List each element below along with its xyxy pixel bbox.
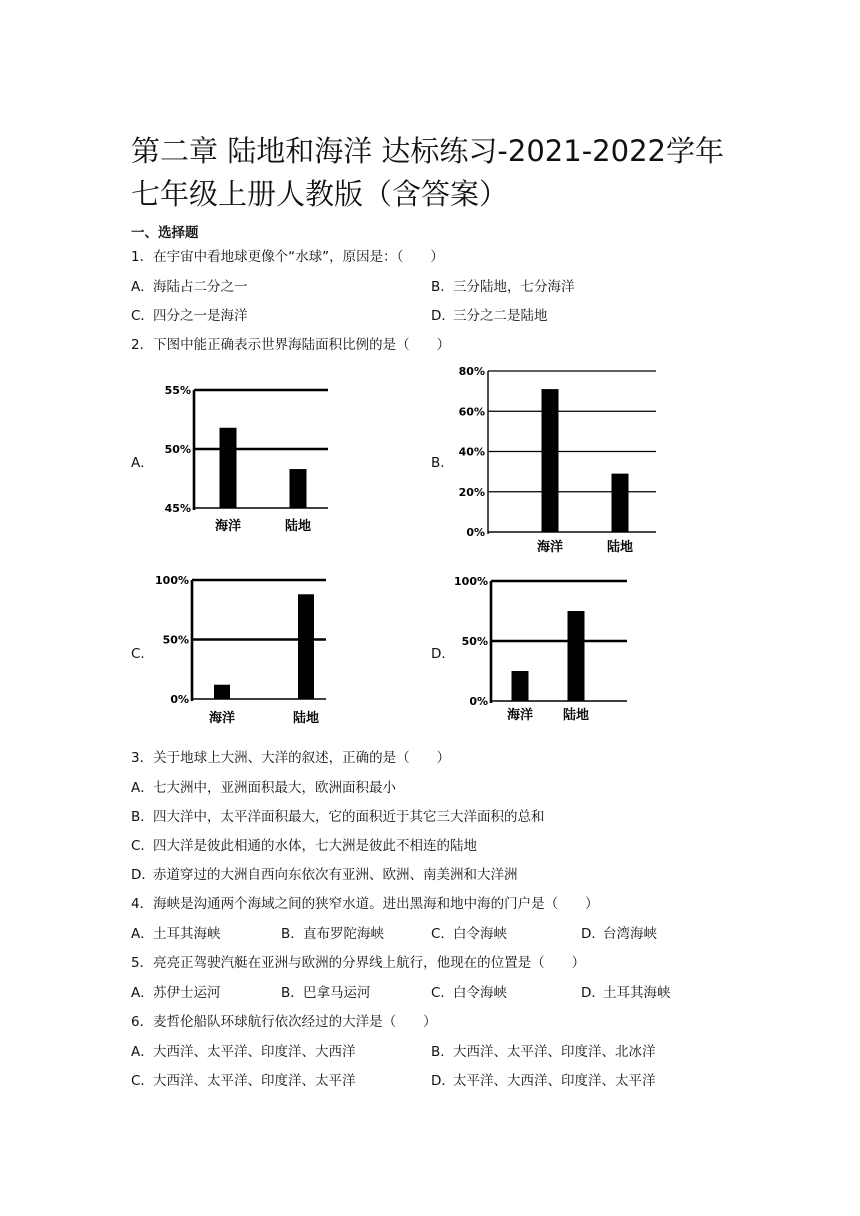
y-tick-label: 45% bbox=[164, 502, 191, 515]
question-5-option-d[interactable] bbox=[581, 981, 671, 1001]
y-tick-label: 55% bbox=[164, 384, 191, 397]
option-text: 大西洋、太平洋、印度洋、大西洋 bbox=[153, 1044, 356, 1060]
y-tick-label: 50% bbox=[162, 633, 189, 647]
question-1-option-c[interactable] bbox=[131, 304, 248, 324]
y-tick-label: 20% bbox=[458, 485, 485, 499]
question-3-stem: 3．关于地球上大洲、大洋的叙述，正确的是（ ） bbox=[131, 750, 451, 766]
question-1-option-a[interactable] bbox=[131, 275, 248, 295]
option-text: 台湾海峡 bbox=[603, 926, 657, 942]
question-6-stem: 6．麦哲伦船队环球航行依次经过的大洋是（ ） bbox=[131, 1014, 437, 1030]
option-letter: D． bbox=[431, 308, 455, 324]
bar-chart-c bbox=[155, 570, 338, 730]
x-category-label: 陆地 bbox=[606, 540, 634, 555]
option-text: 太平洋、大西洋、印度洋、太平洋 bbox=[453, 1073, 656, 1089]
question-2-option-c[interactable]: C． bbox=[131, 646, 154, 662]
option-letter: C． bbox=[131, 838, 154, 854]
option-letter: B． bbox=[431, 279, 454, 295]
option-letter: C． bbox=[431, 985, 454, 1001]
y-tick-label: 100% bbox=[454, 575, 488, 588]
option-text: 土耳其海峡 bbox=[603, 985, 671, 1001]
bar-chart-a bbox=[160, 380, 340, 540]
option-text: 土耳其海峡 bbox=[153, 926, 221, 942]
question-3-option-c[interactable] bbox=[131, 834, 477, 854]
bar-land bbox=[568, 611, 585, 701]
option-letter: C． bbox=[431, 926, 454, 942]
x-category-label: 海洋 bbox=[214, 519, 242, 534]
option-text: 四大洋是彼此相通的水体，七大洲是彼此不相连的陆地 bbox=[153, 838, 477, 854]
question-5-option-a[interactable] bbox=[131, 981, 221, 1001]
y-tick-label: 0% bbox=[469, 695, 488, 708]
option-letter: B． bbox=[281, 985, 304, 1001]
question-4-option-a[interactable] bbox=[131, 922, 221, 942]
option-text: 大西洋、太平洋、印度洋、北冰洋 bbox=[453, 1044, 656, 1060]
option-text: 白令海峡 bbox=[453, 985, 507, 1001]
question-6-option-b[interactable] bbox=[431, 1040, 656, 1060]
x-category-label: 海洋 bbox=[506, 708, 534, 723]
question-3-option-b[interactable] bbox=[131, 805, 545, 825]
question-4-option-c[interactable] bbox=[431, 922, 507, 942]
y-tick-label: 100% bbox=[155, 574, 189, 587]
option-text: 赤道穿过的大洲自西向东依次有亚洲、欧洲、南美洲和大洋洲 bbox=[153, 867, 518, 883]
option-letter: D． bbox=[131, 867, 155, 883]
bar-ocean bbox=[512, 671, 529, 701]
option-letter: B． bbox=[131, 809, 154, 825]
question-1-option-b[interactable] bbox=[431, 275, 575, 295]
question-5-option-c[interactable] bbox=[431, 981, 507, 1001]
bar-chart-b bbox=[456, 362, 666, 558]
x-category-label: 海洋 bbox=[208, 711, 236, 726]
x-category-label: 陆地 bbox=[562, 708, 590, 723]
x-category-label: 陆地 bbox=[292, 711, 320, 726]
x-category-label: 海洋 bbox=[536, 540, 564, 555]
option-text: 直布罗陀海峡 bbox=[303, 926, 384, 942]
option-letter: D． bbox=[431, 1073, 455, 1089]
question-6-option-d[interactable] bbox=[431, 1069, 656, 1089]
bar-land bbox=[290, 469, 307, 508]
option-letter: A． bbox=[131, 279, 154, 295]
question-2-stem: 2．下图中能正确表示世界海陆面积比例的是（ ） bbox=[131, 337, 451, 353]
bar-land bbox=[298, 594, 314, 699]
option-text: 海陆占二分之一 bbox=[153, 279, 248, 295]
y-tick-label: 40% bbox=[458, 445, 485, 459]
bar-land bbox=[612, 474, 629, 532]
y-tick-label: 50% bbox=[164, 443, 191, 456]
option-letter: A． bbox=[131, 780, 154, 796]
y-tick-label: 0% bbox=[170, 693, 189, 706]
option-text: 苏伊士运河 bbox=[153, 985, 221, 1001]
y-tick-label: 60% bbox=[458, 405, 485, 419]
x-category-label: 陆地 bbox=[284, 519, 312, 534]
option-text: 四分之一是海洋 bbox=[153, 308, 248, 324]
option-letter: C． bbox=[131, 1073, 154, 1089]
option-letter: B． bbox=[281, 926, 304, 942]
section-heading: 一、选择题 bbox=[131, 225, 199, 241]
question-5-stem: 5．亮亮正驾驶汽艇在亚洲与欧洲的分界线上航行，他现在的位置是（ ） bbox=[131, 955, 586, 971]
option-text: 大西洋、太平洋、印度洋、太平洋 bbox=[153, 1073, 356, 1089]
option-letter: C． bbox=[131, 308, 154, 324]
question-3-option-a[interactable] bbox=[131, 776, 396, 796]
question-2-option-a[interactable]: A． bbox=[131, 455, 154, 471]
bar-chart-d bbox=[455, 574, 635, 726]
question-2-option-b[interactable]: B． bbox=[431, 455, 454, 471]
option-text: 三分之二是陆地 bbox=[453, 308, 548, 324]
option-letter: A． bbox=[131, 1044, 154, 1060]
y-tick-label: 80% bbox=[458, 365, 485, 378]
document-title: 第二章 陆地和海洋 达标练习-2021-2022学年七年级上册人教版（含答案） bbox=[131, 134, 724, 211]
bar-ocean bbox=[214, 685, 230, 699]
y-tick-label: 50% bbox=[461, 635, 488, 648]
question-5-option-b[interactable] bbox=[281, 981, 371, 1001]
question-6-option-a[interactable] bbox=[131, 1040, 356, 1060]
bar-ocean bbox=[220, 428, 237, 508]
question-2-option-d[interactable]: D． bbox=[431, 646, 455, 662]
option-letter: B． bbox=[431, 1044, 454, 1060]
option-text: 七大洲中，亚洲面积最大，欧洲面积最小 bbox=[153, 780, 396, 796]
question-1-option-d[interactable] bbox=[431, 304, 548, 324]
question-3-option-d[interactable] bbox=[131, 863, 518, 883]
question-6-option-c[interactable] bbox=[131, 1069, 356, 1089]
y-tick-label: 0% bbox=[466, 526, 485, 539]
option-text: 三分陆地，七分海洋 bbox=[453, 279, 575, 295]
question-4-option-d[interactable] bbox=[581, 922, 657, 942]
question-4-stem: 4．海峡是沟通两个海域之间的狭窄水道。进出黑海和地中海的门户是（ ） bbox=[131, 896, 599, 912]
bar-ocean bbox=[542, 389, 559, 532]
option-letter: A． bbox=[131, 926, 154, 942]
question-1-stem: 1．在宇宙中看地球更像个“水球”，原因是：（ ） bbox=[131, 249, 444, 265]
option-letter: D． bbox=[581, 985, 605, 1001]
option-letter: A． bbox=[131, 985, 154, 1001]
question-4-option-b[interactable] bbox=[281, 922, 384, 942]
option-text: 巴拿马运河 bbox=[303, 985, 371, 1001]
option-text: 白令海峡 bbox=[453, 926, 507, 942]
option-letter: D． bbox=[581, 926, 605, 942]
option-text: 四大洋中，太平洋面积最大，它的面积近于其它三大洋面积的总和 bbox=[153, 809, 545, 825]
